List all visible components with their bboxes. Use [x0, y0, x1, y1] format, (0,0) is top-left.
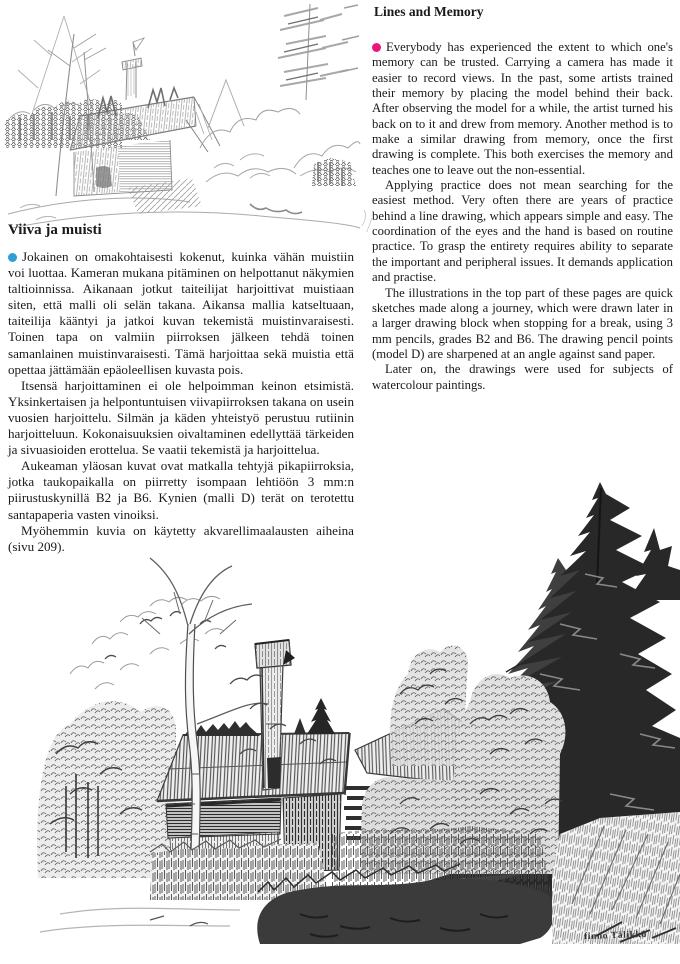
pink-bullet-icon — [372, 43, 381, 52]
finnish-heading: Viiva ja muisti — [8, 222, 102, 238]
drawing-left-bushes — [37, 701, 176, 878]
drawing-cabin-roof — [157, 733, 349, 801]
drawing-path-strokes — [40, 908, 240, 932]
sketch-topright-spruce — [278, 4, 359, 100]
finnish-paragraph-4: Myöhemmin kuvia on käytetty akvarellimaalausten aiheina (sivu 209). — [8, 522, 354, 554]
sketch-right-undergrowth — [294, 142, 360, 186]
english-paragraph-1 — [372, 40, 673, 178]
drawing-birch-crown — [70, 592, 236, 689]
drawing-right-grass — [552, 812, 680, 944]
english-column — [372, 4, 673, 393]
sketch-right-bushes — [200, 80, 300, 182]
top-cabin-sketch-illustration — [0, 0, 378, 232]
bottom-cabin-drawing-illustration — [0, 474, 680, 964]
english-paragraph-3: The illustrations in the top part of these pages are quick sketches made along a journey, which were drawn later in a larger drawing block when stopping for a break, using 3 mm pencils, grades B2 and B6. The drawing pencil points (model D) are sharpened at an angle against sand paper. — [372, 285, 673, 361]
sketch-chimney — [122, 38, 144, 100]
english-paragraph-4: Later on, the drawings were used for subjects of watercolour paintings. — [372, 362, 673, 392]
finnish-paragraph-2: Itsensä harjoittaminen ei ole helpoimman keinon etsimistä. Yksinkertaisen ja helpontuntuisen viivapiirroksen takana on usein vuosien harjoittelu. Silmän ja käden yhteistyö perustuu rutiinin harjoitteluun. Kokonaisuuksien oivaltaminen edellyttää tärkeiden ja sivuasioiden erottelua. Se vaatii tekemistä ja harjoittelua. — [8, 377, 354, 458]
sketch-door — [96, 166, 112, 188]
finnish-paragraph-1 — [8, 249, 354, 378]
artist-signature: finno Tälikkö — [583, 929, 647, 943]
english-paragraph-2: Applying practice does not mean searching for the easiest method. Very often there are years of practice behind a line drawing, which appears simple and easy. The coordination of the eyes and the hand is based on routine practice. To grasp the entirety requires ability to separate the important and peripheral issues. It demands application and practise. — [372, 178, 673, 285]
finnish-paragraph-1-text: Jokainen on omakohtaisesti kokenut, kuinka vähän muistiin voi luottaa. Kameran mukana pitäminen on helpottanut näkymien taltioinnissa. Aikanaan jotkut taiteilijat harjoittivat muistiaan siten, että malli oli selän takana. Aikansa mallia katseltuaan, taiteilija kääntyi ja jatkoi kuvan tekemistä muistinvaraisesti. Toinen tapa on valmiin piirroksen jälkeen tehdä toinen samanlainen muistinvaraisesti. Tämä harjoittaa sekä muistia että opettaa jättämään epäoleellisen kuvasta pois. — [8, 249, 354, 377]
finnish-paragraph-3: Aukeaman yläosan kuvat ovat matkalla tehtyjä pikapiirroksia, jotka taukopaikalla on piirretty isompaan lehtiöön 3 mm:n piirustuskynillä B2 ja B6. Kynien (malli D) terät on terotettu santapaperia vasten vinoiksi. — [8, 458, 354, 522]
english-paragraph-1-text: Everybody has experienced the extent to which one's memory can be trusted. Carrying a camera has made it easier to record views. In the past, some artists trained their memory by placing the model behind their back. After observing the model for a while, the artist turned his back on to it and drew from memory. Another method is to make a similar drawing from memory, once the first drawing is complete. This both exercises the memory and teaches one to leave out the non-essential. — [372, 40, 673, 177]
blue-bullet-icon — [8, 253, 17, 262]
english-heading: Lines and Memory — [374, 4, 484, 19]
